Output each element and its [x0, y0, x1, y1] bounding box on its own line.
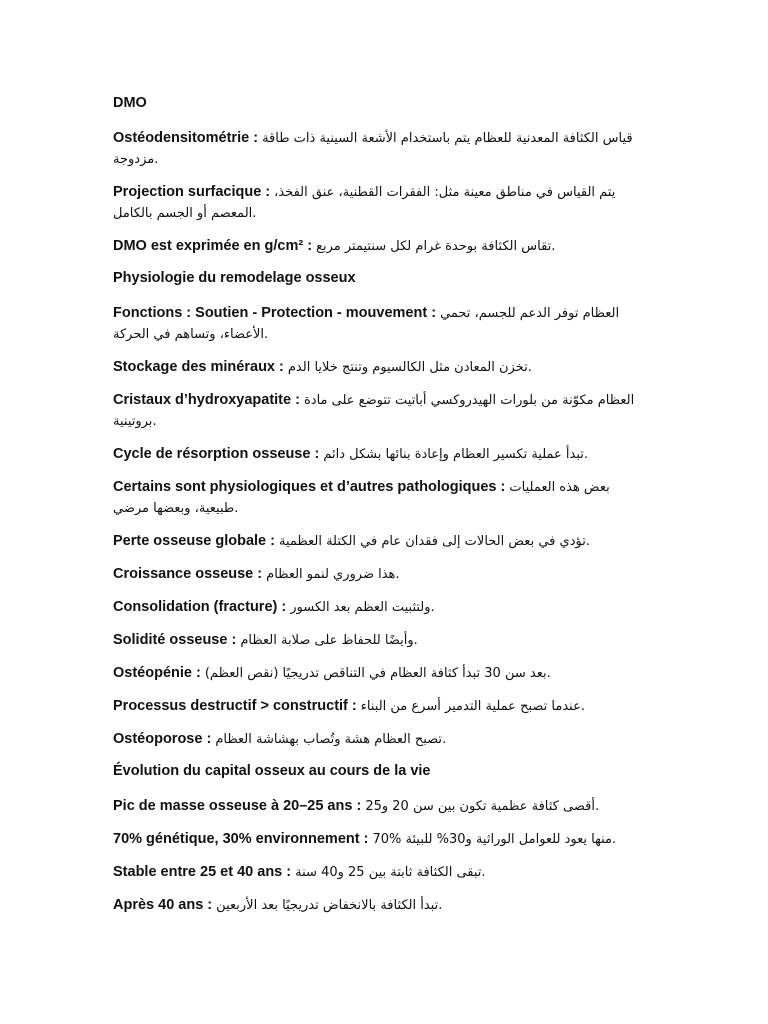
entry-term: Solidité osseuse : — [113, 632, 241, 648]
entry-arabic-text: أقصى كثافة عظمية تكون بين سن 20 و25. — [365, 799, 600, 814]
entry-croissance-osseuse — [113, 564, 650, 585]
entry-arabic-text: قياس الكثافة المعدنية للعظام يتم باستخدام الأشعة السينية ذات طاقة مزدوجة. — [113, 131, 633, 167]
entry-term: Stable entre 25 et 40 ans : — [113, 864, 296, 880]
entry-term: Fonctions : Soutien - Protection - mouvement : — [113, 305, 441, 321]
entry-term: Processus destructif > constructif : — [113, 698, 361, 714]
entry-arabic-text: هذا ضروري لنمو العظام. — [266, 567, 400, 582]
entry-term: Croissance osseuse : — [113, 566, 267, 582]
entry-term: Perte osseuse globale : — [113, 533, 280, 549]
entry-arabic-text: تؤدي في بعض الحالات إلى فقدان عام في الكتلة العظمية. — [279, 534, 590, 549]
entry-dmo-unit — [113, 236, 650, 257]
entry-cristaux-hydroxyapatite — [113, 390, 650, 432]
entry-arabic-text: تقاس الكثافة بوحدة غرام لكل سنتيمتر مربع. — [316, 239, 556, 254]
entry-stable-25-40 — [113, 862, 650, 883]
entry-term: Après 40 ans : — [113, 897, 217, 913]
entry-perte-osseuse — [113, 531, 650, 552]
entry-arabic-text: 70% منها يعود للعوامل الوراثية و30% للبيئة. — [372, 832, 617, 847]
entry-term: Ostéodensitométrie : — [113, 130, 263, 146]
entry-term: Certains sont physiologiques et d’autres pathologiques : — [113, 479, 510, 495]
entry-cycle-resorption — [113, 444, 650, 465]
entry-genetique-environnement — [113, 829, 650, 850]
entry-arabic-text: وأيضًا للحفاظ على صلابة العظام. — [240, 633, 418, 648]
entry-term: DMO est exprimée en g/cm² : — [113, 238, 317, 254]
entry-apres-40-ans — [113, 895, 650, 916]
entry-term: Stockage des minéraux : — [113, 359, 288, 375]
entry-arabic-text: عندما تصبح عملية التدمير أسرع من البناء. — [360, 699, 585, 714]
entry-osteopenie — [113, 663, 650, 684]
entry-term: 70% génétique, 30% environnement : — [113, 831, 373, 847]
entry-term: Cristaux d’hydroxyapatite : — [113, 392, 304, 408]
section-heading-physiologie: Physiologie du remodelage osseux — [113, 270, 356, 286]
entry-fonctions — [113, 303, 650, 345]
entry-osteodensitometrie — [113, 128, 650, 170]
entry-term: Projection surfacique : — [113, 184, 275, 200]
entry-arabic-text: العظام توفر الدعم للجسم، تحمي الأعضاء، وتساهم في الحركة. — [113, 306, 620, 342]
entry-term: Ostéoporose : — [113, 731, 216, 747]
section-heading-evolution: Évolution du capital osseux au cours de la vie — [113, 763, 431, 779]
entry-arabic-text: العظام مكوّنة من بلورات الهيدروكسي أباتيت تتوضع على مادة بروتينية. — [113, 393, 635, 429]
entry-projection-surfacique — [113, 182, 650, 224]
section-heading-dmo: DMO — [113, 95, 147, 111]
entry-stockage-mineraux — [113, 357, 650, 378]
entry-arabic-text: تخزن المعادن مثل الكالسيوم وتنتج خلايا الدم. — [287, 360, 532, 375]
entry-arabic-text: بعض هذه العمليات طبيعية، وبعضها مرضي. — [113, 480, 610, 516]
entry-term: Cycle de résorption osseuse : — [113, 446, 324, 462]
entry-arabic-text: تبقى الكثافة ثابتة بين 25 و40 سنة. — [295, 865, 486, 880]
entry-arabic-text: تبدأ الكثافة بالانخفاض تدريجيًا بعد الأربعين. — [216, 898, 443, 913]
entry-pic-masse-osseuse — [113, 796, 650, 817]
entry-processus-destructif — [113, 696, 650, 717]
entry-solidite-osseuse — [113, 630, 650, 651]
entry-term: Consolidation (fracture) : — [113, 599, 291, 615]
entry-consolidation — [113, 597, 650, 618]
entry-arabic-text: تصبح العظام هشة وتُصاب بهشاشة العظام. — [215, 732, 447, 747]
entry-term: Ostéopénie : — [113, 665, 205, 681]
entry-osteoporose — [113, 729, 650, 750]
entry-arabic-text: ولتثبيت العظم بعد الكسور. — [290, 600, 435, 615]
entry-physiologiques-pathologiques — [113, 477, 650, 519]
entry-arabic-text: تبدأ عملية تكسير العظام وإعادة بنائها بشكل دائم. — [323, 447, 589, 462]
entry-arabic-text: يتم القياس في مناطق معينة مثل: الفقرات القطنية، عنق الفخذ، المعصم أو الجسم بالكامل. — [113, 185, 616, 221]
entry-arabic-text: بعد سن 30 تبدأ كثافة العظام في التناقص تدريجيًا (نقص العظم). — [204, 666, 551, 681]
entry-term: Pic de masse osseuse à 20–25 ans : — [113, 798, 366, 814]
